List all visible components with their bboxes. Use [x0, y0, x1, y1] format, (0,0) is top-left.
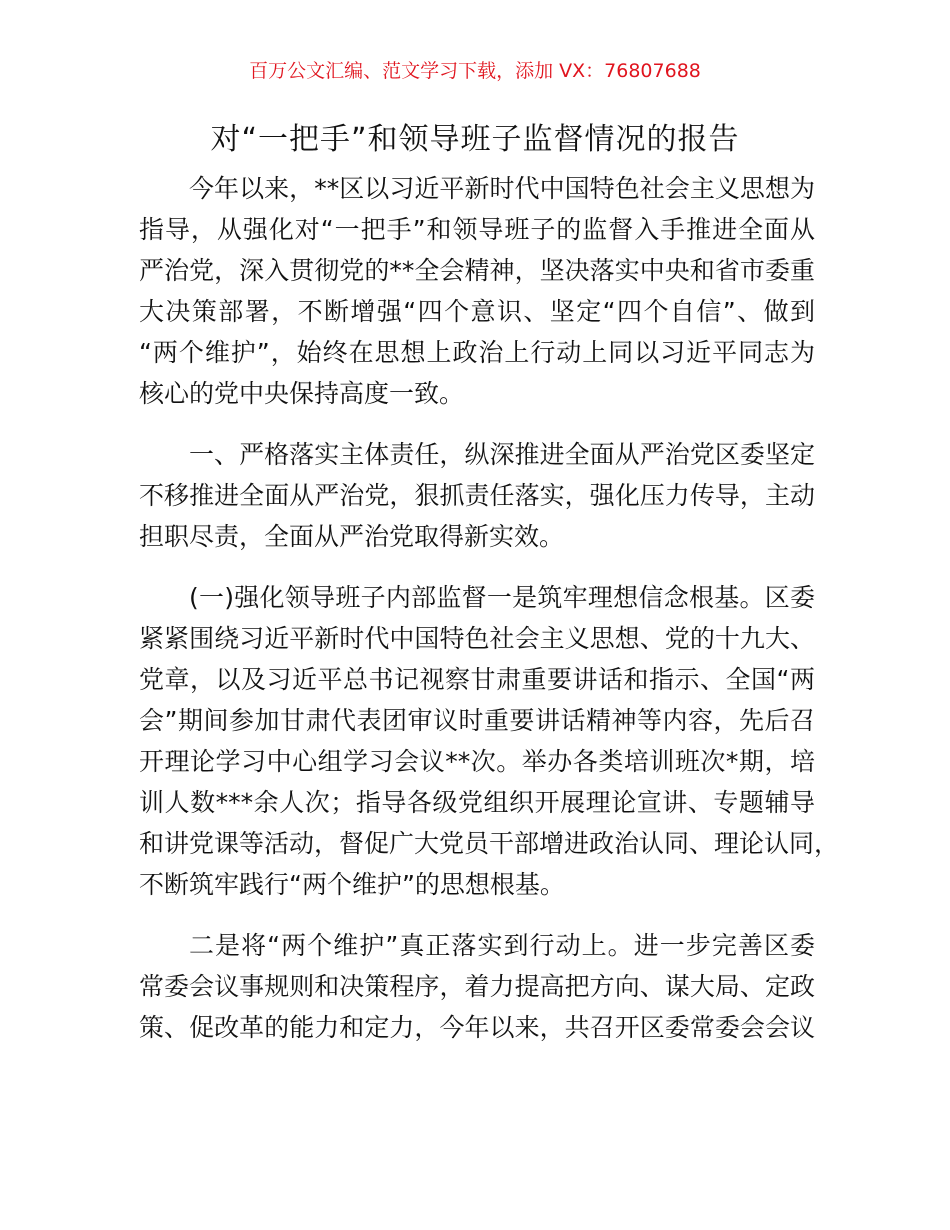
text-line: 党章，以及习近平总书记视察甘肃重要讲话和指示、全国“两: [139, 665, 815, 694]
text-line: 训人数***余人次；指导各级党组织开展理论宣讲、专题辅导: [139, 788, 815, 817]
text-line: 策、促改革的能力和定力，今年以来，共召开区委常委会会议: [139, 1013, 815, 1042]
text-line: 不移推进全面从严治党，狠抓责任落实，强化压力传导，主动: [139, 481, 815, 510]
document-title: 对“一把手”和领导班子监督情况的报告: [210, 122, 740, 157]
text-line: 一、严格落实主体责任，纵深推进全面从严治党区委坚定: [189, 440, 815, 469]
text-line: 今年以来，**区以习近平新时代中国特色社会主义思想为: [189, 174, 815, 203]
text-line: 常委会议事规则和决策程序，着力提高把方向、谋大局、定政: [139, 972, 815, 1001]
text-line: 核心的党中央保持高度一致。: [139, 379, 465, 408]
text-line: 不断筑牢践行“两个维护”的思想根基。: [139, 870, 565, 899]
text-line: “两个维护”，始终在思想上政治上行动上同以习近平同志为: [139, 338, 815, 367]
paragraph-subsection-1: [139, 577, 840, 905]
paragraph-section-1: [139, 434, 815, 557]
text-line: (一)强化领导班子内部监督一是筑牢理想信念根基。区委: [189, 583, 815, 612]
paragraph-point-2: [139, 925, 815, 1048]
text-line: 和讲党课等活动，督促广大党员干部增进政治认同、理论认同，: [139, 829, 840, 858]
text-line: 大决策部署，不断增强“四个意识、坚定“四个自信”、做到: [139, 297, 815, 326]
document-body: [139, 168, 840, 1048]
text-line: 开理论学习中心组学习会议**次。举办各类培训班次*期，培: [139, 747, 815, 776]
text-line: 紧紧围绕习近平新时代中国特色社会主义思想、党的十九大、: [139, 624, 815, 653]
watermark-banner: 百万公文汇编、范文学习下载，添加 VX：76807688: [249, 60, 701, 82]
text-line: 二是将“两个维护”真正落实到行动上。进一步完善区委: [189, 931, 815, 960]
text-line: 会”期间参加甘肃代表团审议时重要讲话精神等内容，先后召: [139, 706, 815, 735]
paragraph-intro: [139, 168, 815, 414]
text-line: 担职尽责，全面从严治党取得新实效。: [139, 522, 565, 551]
text-line: 指导，从强化对“一把手”和领导班子的监督入手推进全面从: [139, 215, 815, 244]
text-line: 严治党，深入贯彻党的**全会精神，坚决落实中央和省市委重: [139, 256, 815, 285]
